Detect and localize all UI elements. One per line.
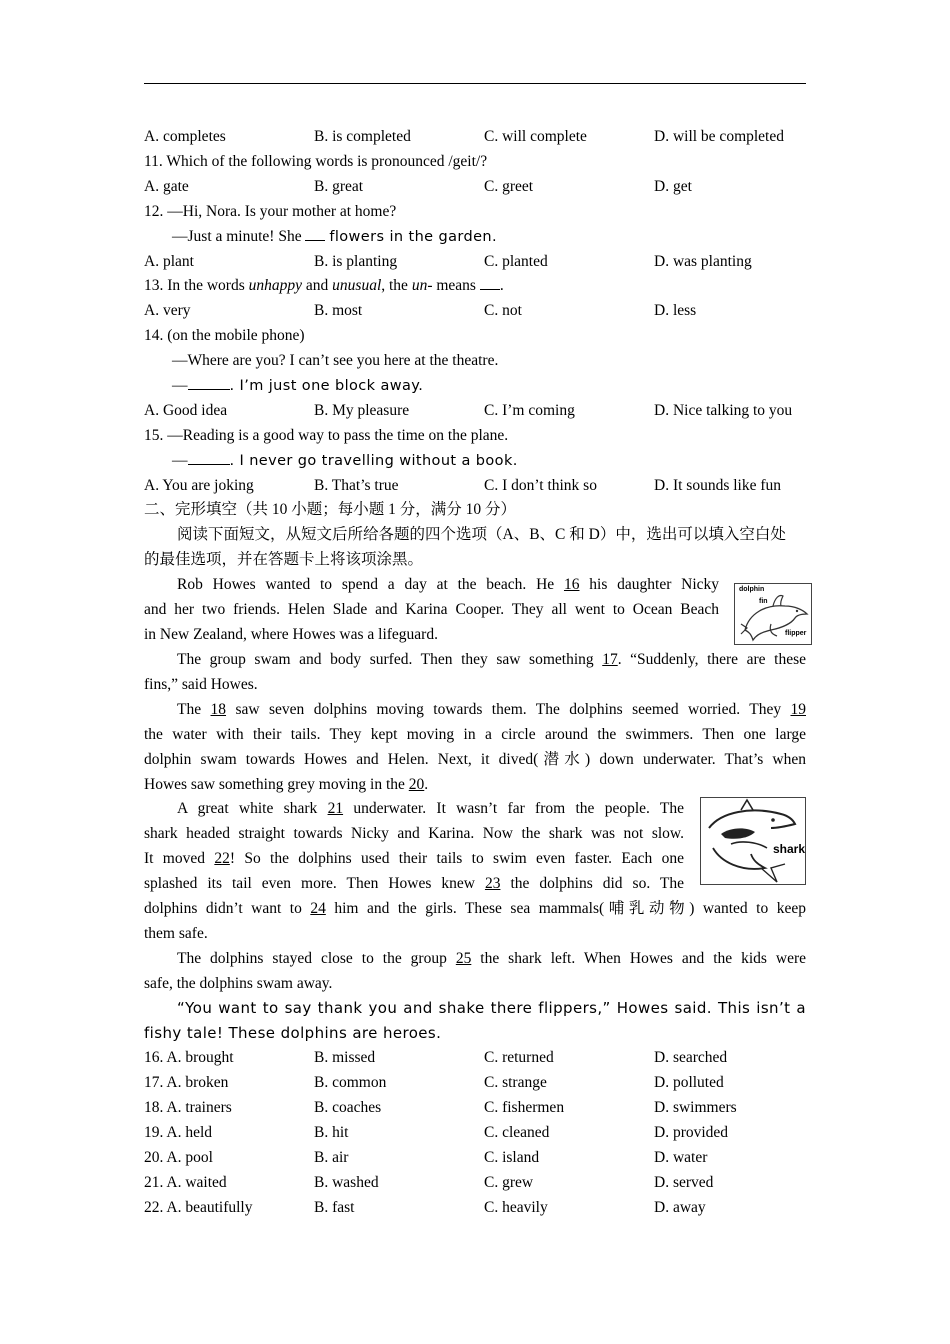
p5-line1: [144, 946, 806, 971]
p3-text: saw seven dolphins moving towards them. The dolphins seemed worried. They: [235, 701, 782, 718]
cloze-options-22: [144, 1195, 806, 1220]
blank-23: 23: [484, 875, 501, 892]
p3-line3: dolphin swam towards Howes and Helen. Next, it dived(潜水) down underwater. That’s when: [144, 751, 806, 768]
option-b: B. common: [314, 1074, 387, 1091]
q12-reply-pre: —Just a minute! She: [172, 228, 302, 245]
p3-text: Howes saw something grey moving in the: [144, 776, 405, 793]
cloze-options-16: [144, 1045, 806, 1070]
option-c: C. I don’t think so: [484, 477, 597, 494]
option-c: C. planted: [484, 253, 548, 270]
p3-line2: the water with their tails. They kept moving in a circle around the swimmers. Then one large: [144, 726, 806, 743]
p3-line4: [144, 772, 806, 797]
option-a: A. very: [144, 302, 191, 319]
option-d: D. provided: [654, 1124, 729, 1141]
option-b: B. hit: [314, 1124, 349, 1141]
option-d: D. polluted: [654, 1074, 724, 1091]
p3-text: .: [424, 776, 429, 793]
q12-blank: [305, 226, 325, 241]
option-d: D. served: [654, 1174, 714, 1191]
q10-options: [144, 124, 806, 149]
blank-18: 18: [210, 701, 227, 718]
p4-line5: [144, 896, 806, 921]
option-a: 16. A. brought: [144, 1049, 234, 1066]
p6-line2: fishy tale! These dolphins are heroes.: [144, 1024, 442, 1042]
option-b: B. is completed: [314, 128, 411, 145]
option-c: C. strange: [484, 1074, 547, 1091]
q13-post: means: [432, 277, 476, 294]
p4-line6: them safe.: [144, 925, 208, 942]
p4-line1: [144, 796, 684, 821]
option-c: C. heavily: [484, 1199, 548, 1216]
p3-text: The: [177, 701, 202, 718]
blank-20: 20: [408, 776, 425, 793]
flipper-label: flipper: [785, 630, 807, 637]
p6-line1: “You want to say thank you and shake there flippers,” Howes said. This isn’t a: [177, 999, 806, 1017]
p4-text: splashed its tail even more. Then Howes knew: [144, 875, 475, 892]
q11-stem: 11. Which of the following words is pronounced /geit/?: [144, 153, 488, 170]
p1-text: his daughter Nicky: [589, 576, 720, 593]
q13-word-unusual: unusual: [332, 277, 382, 294]
option-b: B. That’s true: [314, 477, 399, 494]
q15-line2-text: . I never go travelling without a book.: [229, 453, 518, 469]
q12-reply: [144, 224, 806, 249]
option-c: C. will complete: [484, 128, 587, 145]
option-a: A. gate: [144, 178, 189, 195]
header-rule: [144, 83, 806, 84]
q15-stem: 15. —Reading is a good way to pass the time on the plane.: [144, 427, 509, 444]
option-b: B. great: [314, 178, 364, 195]
p4-text: underwater. It wasn’t far from the people. The: [353, 800, 685, 817]
q13-stem: [144, 273, 806, 298]
option-d: D. searched: [654, 1049, 728, 1066]
option-d: D. get: [654, 178, 692, 195]
q14-line1: —Where are you? I can’t see you here at the theatre.: [172, 352, 499, 369]
dolphin-label: dolphin: [739, 586, 765, 593]
option-c: C. returned: [484, 1049, 554, 1066]
q12-options: [144, 249, 806, 274]
shark-icon: [701, 798, 805, 884]
option-d: D. was planting: [654, 253, 752, 270]
q15-blank: [188, 450, 230, 465]
blank-16: 16: [563, 576, 580, 593]
blank-19: 19: [790, 701, 806, 718]
option-a: 18. A. trainers: [144, 1099, 232, 1116]
q13-end: .: [499, 277, 504, 294]
p4-text: the dolphins did so. The: [510, 875, 685, 892]
option-b: B. is planting: [314, 253, 398, 270]
p4-text: It moved: [144, 850, 205, 867]
q15-options: [144, 473, 806, 498]
p1-line2: and her two friends. Helen Slade and Karina Cooper. They all went to Ocean Beach: [144, 601, 719, 618]
option-a: A. plant: [144, 253, 194, 270]
cloze-options-21: [144, 1170, 806, 1195]
p4-text: him and the girls. These sea mammals(哺乳动物) wanted to keep: [334, 900, 806, 917]
option-b: B. most: [314, 302, 363, 319]
p2-text: . “Suddenly, there are these: [617, 651, 806, 668]
blank-17: 17: [602, 651, 618, 668]
fin-label: fin: [759, 598, 768, 605]
option-d: D. will be completed: [654, 128, 784, 145]
q15-dash: —: [172, 452, 188, 469]
option-d: D. water: [654, 1149, 708, 1166]
q13-prefix-un: un-: [411, 277, 433, 294]
p5-text: The dolphins stayed close to the group: [177, 950, 447, 967]
q13-word-unhappy: unhappy: [248, 277, 303, 294]
option-a: 19. A. held: [144, 1124, 213, 1141]
p4-text: A great white shark: [177, 800, 318, 817]
blank-24: 24: [310, 900, 326, 917]
option-a: 20. A. pool: [144, 1149, 213, 1166]
p1-line3: in New Zealand, where Howes was a lifeguard.: [144, 626, 438, 643]
blank-25: 25: [455, 950, 472, 967]
blank-22: 22: [214, 850, 230, 867]
option-a: 17. A. broken: [144, 1074, 229, 1091]
cloze-options-18: [144, 1095, 806, 1120]
section-heading: 二、完形填空（共 10 小题；每小题 1 分，满分 10 分）: [144, 501, 517, 518]
option-c: C. fishermen: [484, 1099, 565, 1116]
p5-line2: safe, the dolphins swam away.: [144, 975, 333, 992]
option-b: B. fast: [314, 1199, 355, 1216]
q13-mid: and: [302, 277, 333, 294]
option-b: B. air: [314, 1149, 349, 1166]
section-instruction-1: 阅读下面短文，从短文后所给各题的四个选项（A、B、C 和 D）中，选出可以填入空白处: [177, 526, 786, 543]
option-c: C. not: [484, 302, 522, 319]
cloze-options-20: [144, 1145, 806, 1170]
option-c: C. grew: [484, 1174, 534, 1191]
section-instruction-2: 的最佳选项，并在答题卡上将该项涂黑。: [144, 551, 424, 568]
option-d: D. swimmers: [654, 1099, 737, 1116]
p5-text: the shark left. When Howes and the kids were: [480, 950, 807, 967]
option-b: B. My pleasure: [314, 402, 410, 419]
q11-options: [144, 174, 806, 199]
option-c: C. greet: [484, 178, 534, 195]
option-a: A. completes: [144, 128, 226, 145]
option-a: 22. A. beautifully: [144, 1199, 253, 1216]
option-c: C. cleaned: [484, 1124, 550, 1141]
option-a: A. You are joking: [144, 477, 254, 494]
option-b: B. washed: [314, 1174, 379, 1191]
shark-label: shark: [773, 842, 806, 856]
p2-line2: fins,” said Howes.: [144, 676, 258, 693]
p1-text: Rob Howes wanted to spend a day at the beach. He: [177, 576, 555, 593]
p4-text: ! So the dolphins used their tails to swim even faster. Each one: [229, 850, 685, 867]
q14-line2: [144, 373, 806, 398]
p2-line1: [144, 647, 806, 672]
q14-stem: 14. (on the mobile phone): [144, 327, 305, 344]
q14-line2-text: . I’m just one block away.: [229, 378, 424, 394]
option-a: A. Good idea: [144, 402, 228, 419]
option-d: D. away: [654, 1199, 706, 1216]
cloze-options-17: [144, 1070, 806, 1095]
p4-line4: [144, 871, 684, 896]
q12-reply-post: flowers in the garden.: [329, 229, 498, 245]
p1-line1: [144, 572, 719, 597]
q12-stem: 12. —Hi, Nora. Is your mother at home?: [144, 203, 397, 220]
option-b: B. coaches: [314, 1099, 382, 1116]
p4-line2: shark headed straight towards Nicky and Karina. Now the shark was not slow.: [144, 825, 684, 842]
cloze-options-19: [144, 1120, 806, 1145]
option-d: D. Nice talking to you: [654, 402, 793, 419]
p4-text: dolphins didn’t want to: [144, 900, 302, 917]
p4-line3: [144, 846, 684, 871]
blank-21: 21: [327, 800, 344, 817]
q14-blank: [188, 375, 230, 390]
q13-mid2: , the: [381, 277, 412, 294]
option-d: D. less: [654, 302, 697, 319]
q14-options: [144, 398, 806, 423]
p3-line1: [144, 697, 806, 722]
q15-line2: [144, 448, 806, 473]
q13-blank: [480, 275, 500, 290]
q13-options: [144, 298, 806, 323]
option-b: B. missed: [314, 1049, 376, 1066]
option-a: 21. A. waited: [144, 1174, 227, 1191]
option-c: C. I’m coming: [484, 402, 575, 419]
p2-text: The group swam and body surfed. Then they saw something: [177, 651, 594, 668]
option-c: C. island: [484, 1149, 540, 1166]
option-d: D. It sounds like fun: [654, 477, 782, 494]
q14-dash: —: [172, 377, 188, 394]
dolphin-image: [734, 583, 812, 645]
shark-image: [700, 797, 806, 885]
q13-pre: 13. In the words: [144, 277, 249, 294]
